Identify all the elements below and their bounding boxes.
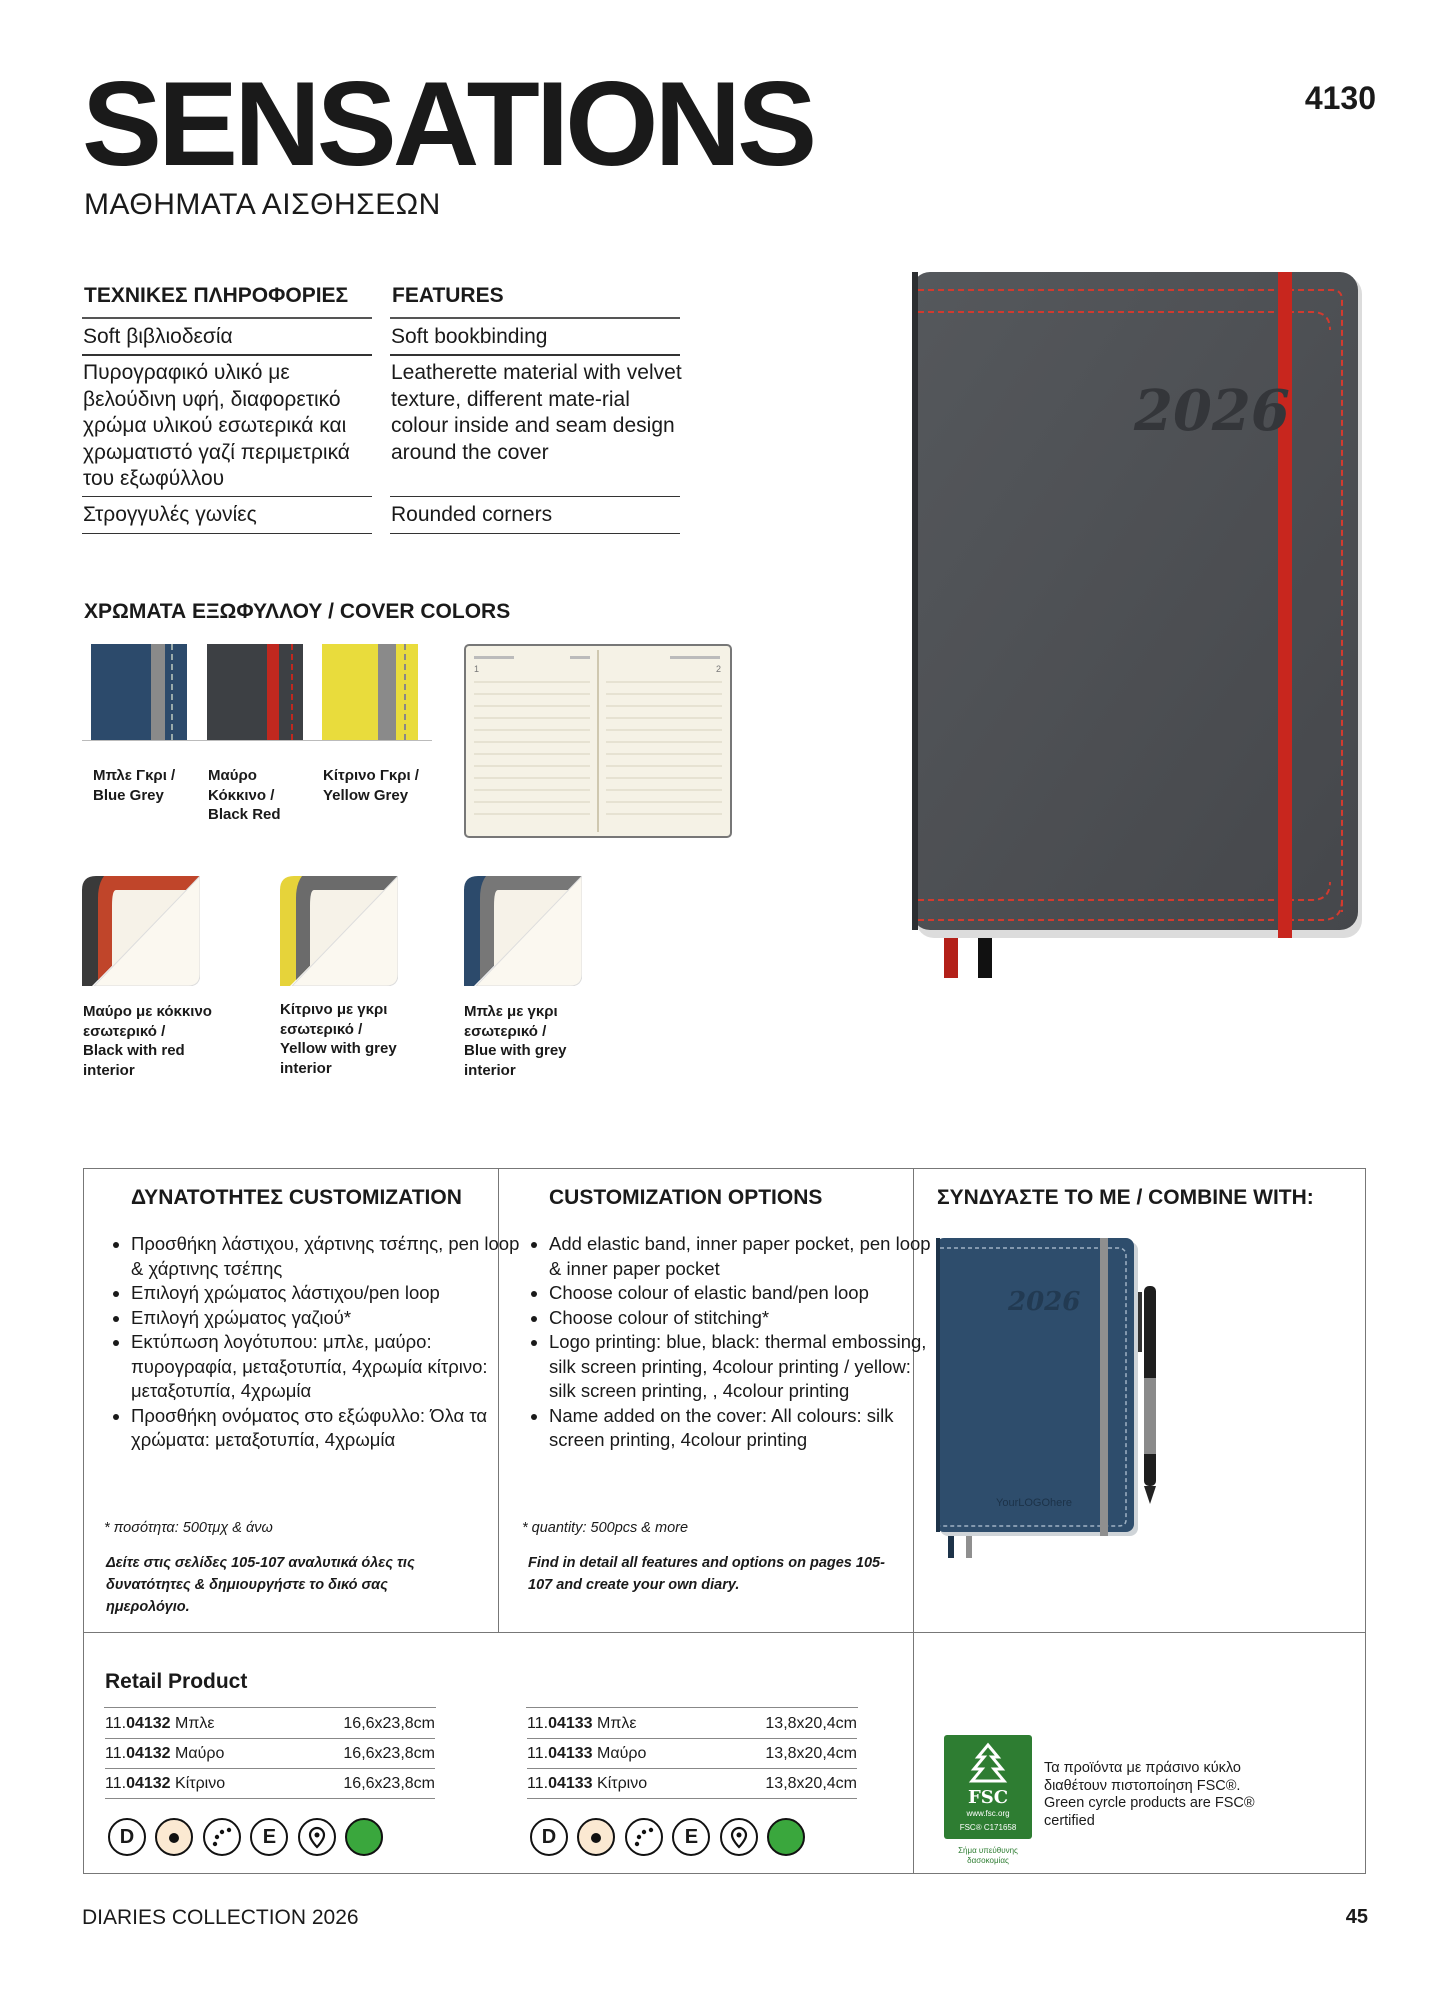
table-row xyxy=(527,1769,857,1799)
product-size: 13,8x20,4cm xyxy=(765,1745,857,1762)
page-number-right: 2 xyxy=(716,664,722,674)
greek-quantity-note: * ποσότητα: 500τμχ & άνω xyxy=(104,1520,273,1536)
product-code: 04132 xyxy=(126,1775,171,1792)
corner-label-black-red: Μαύρο με κόκκινο εσωτερικό / Black with red interior xyxy=(83,1003,212,1079)
retail-rule xyxy=(526,1707,858,1708)
product-code-prefix: 11. xyxy=(105,1745,127,1762)
specs-rule xyxy=(390,317,680,319)
specs-divider xyxy=(82,533,372,534)
cover-year: 2026 xyxy=(1134,378,1290,444)
corner-black-red xyxy=(82,876,200,986)
specs-greek-header: ΤΕΧΝΙΚΕΣ ΠΛΗΡΟΦΟΡΙΕΣ xyxy=(84,284,349,307)
list-item: • Επιλογή χρώματος λάστιχου/pen loop xyxy=(131,1281,523,1306)
product-code: 04133 xyxy=(548,1745,593,1762)
product-size: 16,6x23,8cm xyxy=(343,1775,435,1792)
daily-icon: D xyxy=(530,1818,568,1856)
feature-icons-left xyxy=(108,1818,388,1856)
product-color: Μαύρο xyxy=(175,1745,225,1762)
specs-english-cell: Soft bookbinding xyxy=(391,325,548,348)
product-code-prefix: 11. xyxy=(105,1775,127,1792)
fsc-green-circle-icon xyxy=(345,1818,383,1856)
product-code: 4130 xyxy=(1304,80,1376,116)
customization-greek-list xyxy=(98,1232,523,1453)
customization-english-list xyxy=(516,1232,933,1453)
specs-english-cell: Rounded corners xyxy=(391,503,553,526)
specs-greek-cell: Στρογγυλές γωνίες xyxy=(83,503,257,526)
product-code: 04133 xyxy=(548,1775,593,1792)
page-title: SENSATIONS xyxy=(82,57,814,191)
swatch-baseline xyxy=(82,740,432,741)
combine-diary-image xyxy=(936,1238,1168,1562)
specs-english-header: FEATURES xyxy=(392,284,504,307)
corner-yellow-grey xyxy=(280,876,398,986)
product-code-prefix: 11. xyxy=(527,1715,549,1732)
specs-divider xyxy=(390,533,680,534)
specs-greek-cell: Πυρογραφικό υλικό με βελούδινη υφή, διαφορετικό χρώμα υλικού εσωτερικά και χρωματιστό γαζί περιμετρικά του εξωφύλλου xyxy=(83,361,350,490)
product-color: Μαύρο xyxy=(597,1745,647,1762)
diary-interior-spread xyxy=(464,644,732,838)
rounded-corner-icon xyxy=(203,1818,241,1856)
product-size: 13,8x20,4cm xyxy=(765,1775,857,1792)
customization-greek-heading: ΔΥΝΑΤΟΤΗΤΕΣ CUSTOMIZATION xyxy=(131,1186,462,1209)
specs-greek-cell: Soft βιβλιοδεσία xyxy=(83,325,233,348)
list-item: • Logo printing: blue, black: thermal embossing, silk screen printing, 4colour printing / yellow: silk screen printing, , 4colour printing xyxy=(549,1330,933,1404)
list-item: • Προσθήκη λάστιχου, χάρτινης τσέπης, pen loop & χάρτινης τσέπης xyxy=(131,1232,523,1281)
fsc-caption: Σήμα υπεύθυνης δασοκομίας xyxy=(958,1846,1018,1865)
list-item: • Εκτύπωση λογότυπου: μπλε, μαύρο: πυρογραφία, μεταξοτυπία, 4χρωμία κίτρινο: μεταξοτυπία, 4χρωμία xyxy=(131,1330,523,1404)
customization-english-heading: CUSTOMIZATION OPTIONS xyxy=(549,1186,823,1209)
dot-icon xyxy=(155,1818,193,1856)
fsc-green-circle-icon xyxy=(767,1818,805,1856)
list-item: • Choose colour of elastic band/pen loop xyxy=(549,1281,933,1306)
english-icon: E xyxy=(672,1818,710,1856)
page-subtitle: ΜΑΘΗΜΑΤΑ ΑΙΣΘΗΣΕΩΝ xyxy=(84,188,441,221)
table-row xyxy=(527,1709,857,1739)
english-icon: E xyxy=(250,1818,288,1856)
footer-collection: DIARIES COLLECTION 2026 xyxy=(82,1906,359,1929)
location-icon xyxy=(720,1818,758,1856)
product-color: Κίτρινο xyxy=(597,1775,648,1792)
specs-divider xyxy=(82,496,372,497)
greek-detail-note: Δείτε στις σελίδες 105-107 αναλυτικά όλες τις δυνατότητες & δημιουργήστε το δικό σας ημερολόγιο. xyxy=(106,1555,415,1615)
list-item: • Choose colour of stitching* xyxy=(549,1306,933,1331)
list-item: • Επιλογή χρώματος γαζιού* xyxy=(131,1306,523,1331)
fsc-site: www.fsc.org xyxy=(966,1809,1010,1818)
product-code-prefix: 11. xyxy=(527,1775,549,1792)
diary-cover-image xyxy=(912,272,1366,978)
panel-divider xyxy=(83,1632,1366,1633)
swatch-label-black-red: Μαύρο Κόκκινο / Black Red xyxy=(208,767,281,823)
corner-label-blue-grey: Μπλε με γκρι εσωτερικό / Blue with grey interior xyxy=(464,1003,567,1079)
daily-icon: D xyxy=(108,1818,146,1856)
product-size: 13,8x20,4cm xyxy=(765,1715,857,1732)
table-row xyxy=(527,1739,857,1769)
swatch-label-blue-grey: Μπλε Γκρι / Blue Grey xyxy=(93,767,176,804)
fsc-logo-text: FSC xyxy=(967,1787,1009,1808)
product-code: 04132 xyxy=(126,1715,171,1732)
table-row xyxy=(105,1769,435,1799)
retail-heading: Retail Product xyxy=(105,1670,248,1693)
corner-label-yellow-grey: Κίτρινο με γκρι εσωτερικό / Yellow with grey interior xyxy=(280,1001,397,1077)
fsc-tree-icon xyxy=(944,1739,1032,1789)
specs-divider xyxy=(82,354,372,356)
retail-rule xyxy=(104,1707,436,1708)
list-item: • Προσθήκη ονόματος στο εξώφυλλο: Όλα τα χρώματα: μεταξοτυπία, 4χρωμία xyxy=(131,1404,523,1453)
fsc-license: FSC® C171658 xyxy=(959,1823,1017,1832)
dot-icon xyxy=(577,1818,615,1856)
table-row xyxy=(105,1739,435,1769)
product-size: 16,6x23,8cm xyxy=(343,1745,435,1762)
corner-blue-grey xyxy=(464,876,582,986)
fsc-logo xyxy=(944,1735,1032,1839)
product-color: Μπλε xyxy=(175,1715,215,1732)
page-number: 45 xyxy=(1345,1906,1368,1928)
fsc-description: Τα προϊόντα με πράσινο κύκλο διαθέτουν πιστοποίηση FSC®. Green cyrcle products are FSC® certified xyxy=(1044,1760,1255,1829)
location-icon xyxy=(298,1818,336,1856)
specs-divider xyxy=(390,354,680,356)
swatch-black-red xyxy=(207,644,303,740)
product-size: 16,6x23,8cm xyxy=(343,1715,435,1732)
product-color: Μπλε xyxy=(597,1715,637,1732)
product-code-prefix: 11. xyxy=(105,1715,127,1732)
combine-year: 2026 xyxy=(1008,1287,1081,1317)
product-code: 04132 xyxy=(126,1745,171,1762)
list-item: • Add elastic band, inner paper pocket, pen loop & inner paper pocket xyxy=(549,1232,933,1281)
specs-divider xyxy=(390,496,680,497)
cover-colors-heading: ΧΡΩΜΑΤΑ ΕΞΩΦΥΛΛΟΥ / COVER COLORS xyxy=(84,600,511,623)
table-row xyxy=(105,1709,435,1739)
swatch-label-yellow-grey: Κίτρινο Γκρι / Yellow Grey xyxy=(323,767,419,804)
product-color: Κίτρινο xyxy=(175,1775,226,1792)
english-quantity-note: * quantity: 500pcs & more xyxy=(522,1520,689,1536)
list-item: • Name added on the cover: All colours: silk screen printing, 4colour printing xyxy=(549,1404,933,1453)
swatch-blue-grey xyxy=(91,644,187,740)
swatch-yellow-grey xyxy=(322,644,418,740)
product-code: 04133 xyxy=(548,1715,593,1732)
english-detail-note: Find in detail all features and options on pages 105-107 and create your own diary. xyxy=(528,1555,885,1593)
product-code-prefix: 11. xyxy=(527,1745,549,1762)
combine-heading: ΣΥΝΔΥΑΣΤΕ ΤΟ ΜΕ / COMBINE WITH: xyxy=(937,1186,1314,1209)
page-number-left: 1 xyxy=(474,664,480,674)
combine-logo-placeholder: YourLOGOhere xyxy=(996,1497,1073,1509)
feature-icons-right xyxy=(530,1818,810,1856)
specs-rule xyxy=(82,317,372,319)
rounded-corner-icon xyxy=(625,1818,663,1856)
specs-english-cell: Leatherette material with velvet texture, different mate-rial colour inside and seam design around the cover xyxy=(391,361,682,464)
